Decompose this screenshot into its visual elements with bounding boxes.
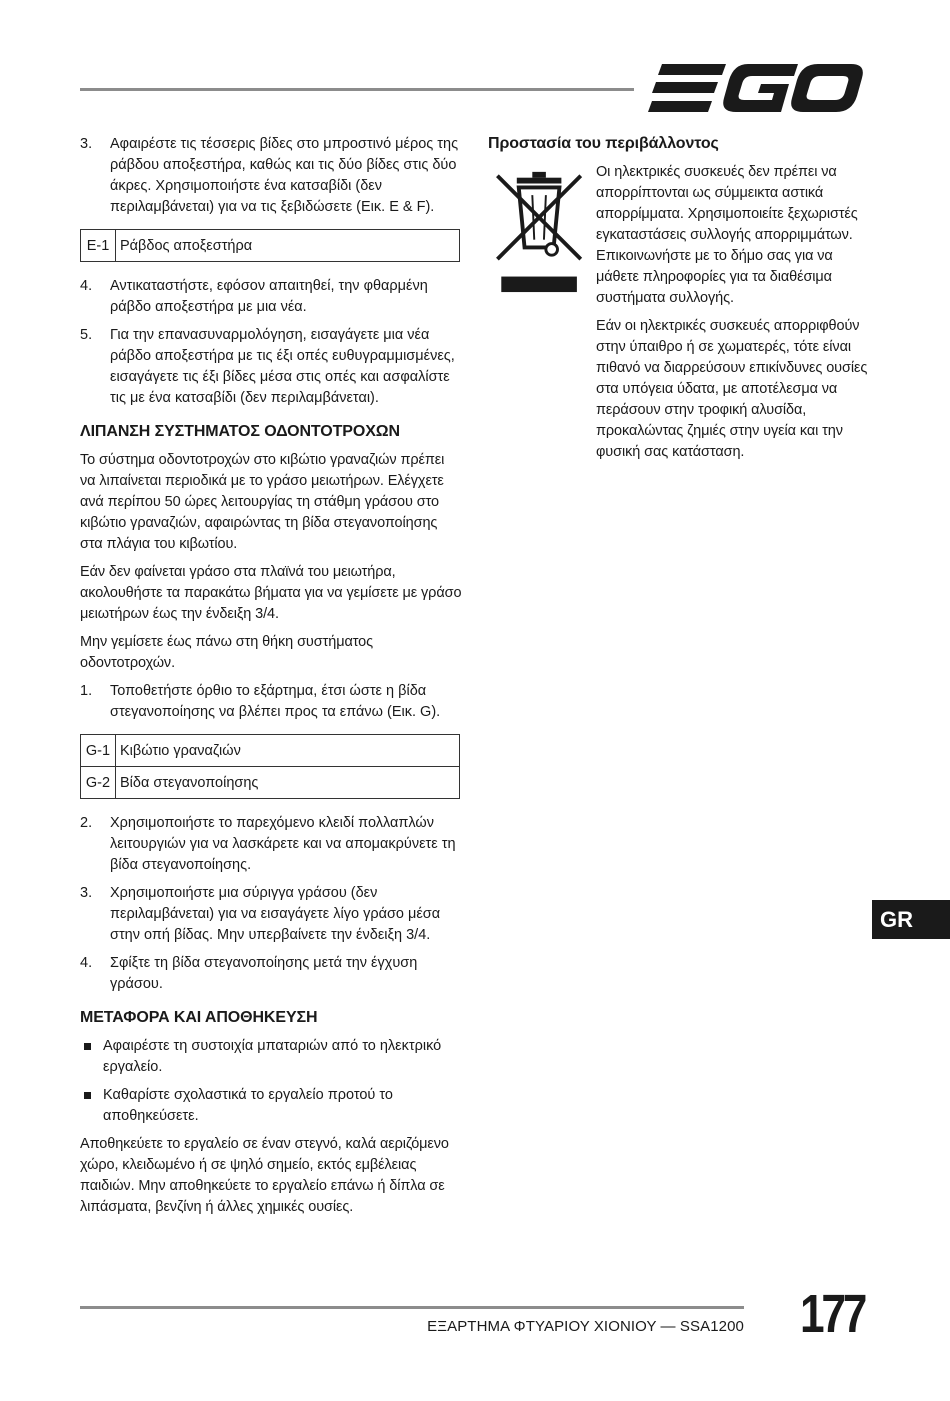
section-heading-transport-storage: ΜΕΤΑΦΟΡΑ ΚΑΙ ΑΠΟΘΗΚΕΥΣΗ	[80, 1009, 318, 1026]
step-text: Αφαιρέστε τις τέσσερις βίδες στο μπροστινό μέρος της ράβδου αποξεστήρα, καθώς και τις δύο βίδες στις δύο άκρες. Χρησιμοποιήστε ένα κατσαβίδι (δεν περιλαμβάνεται) για να τις ξεβιδώσετε (Εικ. E & F).	[110, 136, 459, 215]
paragraph: Εάν οι ηλεκτρικές συσκευές απορριφθούν στην ύπαιθρο ή σε χωματερές, τότε είναι πιθανό να διαρρεύσουν επικίνδυνες ουσίες στα υπόγεια ύδατα, με αποτέλεσμα να περάσουν στην τροφική αλυσίδα, προκαλώντας ζημιές στην υγεία και την φυσική σας κατάσταση.	[596, 318, 868, 460]
step-5	[80, 325, 462, 409]
table-cell-label: Βίδα στεγανοποίησης	[116, 767, 460, 799]
step-number: 4.	[80, 278, 93, 294]
table-cell-label: Κιβώτιο γραναζιών	[116, 735, 460, 767]
table-row	[81, 230, 460, 262]
bullet-square-icon	[84, 1092, 91, 1099]
gear-step-3	[80, 883, 462, 946]
step-number: 5.	[80, 327, 93, 343]
reference-table-g	[80, 734, 460, 799]
header-rule	[80, 88, 634, 91]
paragraph: Αποθηκεύετε το εργαλείο σε έναν στεγνό, καλά αεριζόμενο χώρο, κλειδωμένο ή σε ψηλό σημείο, εκτός εμβέλειας παιδιών. Μην αποθηκεύετε το εργαλείο επάνω ή δίπλα σε λιπάσματα, βενζίνη ή άλλες χημικές ουσίες.	[80, 1136, 449, 1215]
list-item	[80, 1085, 462, 1127]
right-column	[488, 134, 868, 470]
left-column	[80, 134, 462, 1225]
list-item-text: Αφαιρέστε τη συστοιχία μπαταριών από το ηλεκτρικό εργαλείο.	[103, 1038, 442, 1075]
step-text: Για την επανασυναρμολόγηση, εισαγάγετε μια νέα ράβδο αποξεστήρα με τις έξι οπές ευθυγραμμισμένες, εισαγάγετε τις έξι βίδες μέσα στις οπές και ασφαλίστε τις με ένα κατσαβίδι (δεν περιλαμβάνεται).	[110, 327, 455, 406]
paragraph: Μην γεμίσετε έως πάνω στη θήκη συστήματος οδοντοτροχών.	[80, 634, 374, 671]
step-number: 3.	[80, 136, 93, 152]
step-text: Χρησιμοποιήστε μια σύριγγα γράσου (δεν περιλαμβάνεται) για να εισαγάγετε λίγο γράσο μέσα στην οπή βίδας. Μην υπερβαίνετε την ένδειξη 3/4.	[110, 885, 441, 943]
environment-block	[488, 162, 868, 470]
step-number: 1.	[80, 683, 93, 699]
step-4	[80, 276, 462, 318]
footer-rule	[80, 1306, 744, 1309]
crossed-out-wheelie-bin-icon	[488, 168, 596, 294]
table-cell-label: Ράβδος αποξεστήρα	[116, 230, 460, 262]
table-cell-code: E-1	[81, 230, 116, 262]
step-number: 4.	[80, 955, 93, 971]
footer-title: ΕΞΑΡΤΗΜΑ ΦΤΥΑΡΙΟΥ ΧΙΟΝΙΟΥ — SSA1200	[427, 1318, 744, 1335]
table-cell-code: G-1	[81, 735, 116, 767]
step-number: 3.	[80, 885, 93, 901]
step-text: Τοποθετήστε όρθιο το εξάρτημα, έτσι ώστε η βίδα στεγανοποίησης να βλέπει προς τα επάνω (Εικ. G).	[110, 683, 441, 720]
reference-table-e	[80, 229, 460, 262]
bullet-square-icon	[84, 1043, 91, 1050]
section-heading-gear-lubrication: ΛΙΠΑΝΣΗ ΣΥΣΤΗΜΑΤΟΣ ΟΔΟΝΤΟΤΡΟΧΩΝ	[80, 423, 400, 440]
table-row	[81, 735, 460, 767]
environment-text	[596, 162, 868, 470]
ego-logo-icon	[648, 62, 863, 114]
step-text: Χρησιμοποιήστε το παρεχόμενο κλειδί πολλαπλών λειτουργιών για να λασκάρετε και να απομακρύνετε τη βίδα στεγανοποίησης.	[110, 815, 456, 873]
step-text: Σφίξτε τη βίδα στεγανοποίησης μετά την έγχυση γράσου.	[110, 955, 418, 992]
paragraph: Το σύστημα οδοντοτροχών στο κιβώτιο γραναζιών πρέπει να λιπαίνεται περιοδικά με το γράσο μειωτήρων. Ελέγχετε ανά περίπου 50 ώρες λειτουργίας τη στάθμη γράσου στο κιβώτιο γραναζιών, αφαιρώντας τη βίδα στεγανοποίησης στα πλάγια του κιβωτίου.	[80, 452, 445, 552]
step-number: 2.	[80, 815, 93, 831]
paragraph: Εάν δεν φαίνεται γράσο στα πλαϊνά του μειωτήρα, ακολουθήστε τα παρακάτω βήματα για να γεμίσετε με γράσο μειωτήρων έως την ένδειξη 3/4.	[80, 564, 462, 622]
step-3	[80, 134, 462, 218]
page-number: 177	[799, 1284, 864, 1344]
list-item-text: Καθαρίστε σχολαστικά το εργαλείο προτού το αποθηκεύσετε.	[103, 1087, 393, 1124]
gear-step-1	[80, 681, 462, 723]
gear-step-4	[80, 953, 462, 995]
step-text: Αντικαταστήστε, εφόσον απαιτηθεί, την φθαρμένη ράβδο αποξεστήρα με μια νέα.	[110, 278, 428, 315]
section-heading-environment: Προστασία του περιβάλλοντος	[488, 135, 719, 152]
list-item	[80, 1036, 462, 1078]
gear-step-2	[80, 813, 462, 876]
table-row	[81, 767, 460, 799]
table-cell-code: G-2	[81, 767, 116, 799]
language-tab: GR	[872, 900, 950, 939]
paragraph: Οι ηλεκτρικές συσκευές δεν πρέπει να απορρίπτονται ως σύμμεικτα αστικά απορρίμματα. Χρησιμοποιείτε ξεχωριστές εγκαταστάσεις συλλογής απορριμμάτων. Επικοινωνήστε με το δήμο σας για να μάθετε πληροφορίες για τα διαθέσιμα συστήματα συλλογής.	[596, 164, 858, 306]
